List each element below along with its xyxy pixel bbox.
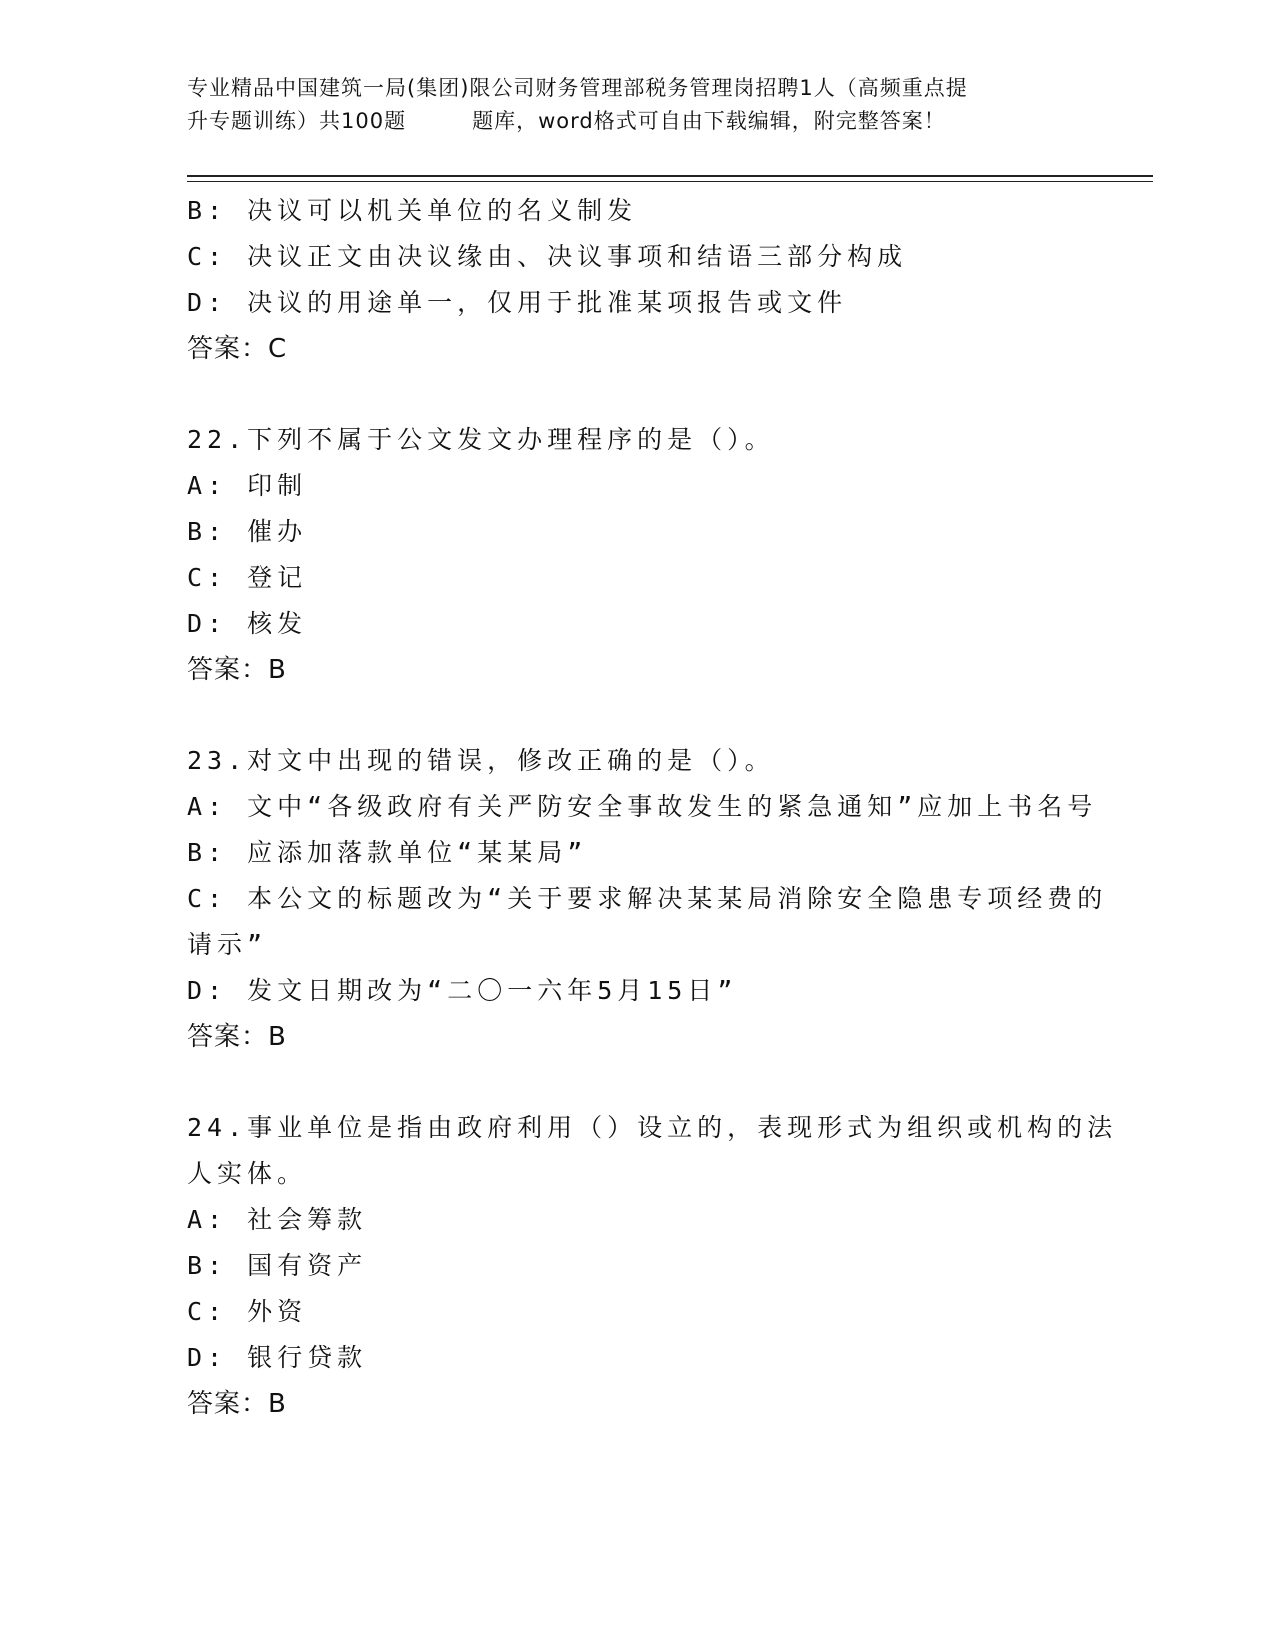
question-21-continuation (187, 188, 1087, 372)
header-line-2-left: 升专题训练）共100题 (187, 109, 407, 133)
question-stem: 24.事业单位是指由政府利用（）设立的，表现形式为组织或机构的法 (187, 1113, 1118, 1142)
option-b: B: 应添加落款单位“某某局” (187, 838, 588, 867)
header-line-2 (187, 105, 1087, 138)
answer: 答案：B (187, 655, 287, 685)
option-c: C: 登记 (187, 563, 308, 592)
header-divider-thin (187, 181, 1153, 182)
option-d: D: 核发 (187, 609, 308, 638)
question-23 (187, 738, 1108, 1060)
question-stem: 23.对文中出现的错误，修改正确的是（）。 (187, 746, 775, 775)
header-line-1: 专业精品中国建筑一局(集团)限公司财务管理部税务管理岗招聘1人（高频重点提 (187, 76, 968, 100)
option-c-continued: 请示” (187, 930, 268, 959)
option-b: B: 决议可以机关单位的名义制发 (187, 196, 638, 225)
option-a: A: 社会筹款 (187, 1205, 368, 1234)
option-b: B: 国有资产 (187, 1251, 368, 1280)
option-d: D: 发文日期改为“二〇一六年5月15日” (187, 976, 738, 1005)
option-a: A: 印制 (187, 471, 308, 500)
option-a: A: 文中“各级政府有关严防安全事故发生的紧急通知”应加上书名号 (187, 792, 1098, 821)
option-c: C: 外资 (187, 1297, 308, 1326)
option-b: B: 催办 (187, 517, 308, 546)
header-line-2-right: 题库，word格式可自由下载编辑，附完整答案！ (472, 109, 946, 133)
option-c: C: 本公文的标题改为“关于要求解决某某局消除安全隐患专项经费的 (187, 884, 1108, 913)
answer: 答案：C (187, 334, 288, 364)
option-d: D: 决议的用途单一，仅用于批准某项报告或文件 (187, 288, 848, 317)
question-stem-continued: 人实体。 (187, 1159, 308, 1188)
question-24 (187, 1105, 1118, 1427)
question-22 (187, 417, 1087, 693)
page-header (187, 72, 1087, 138)
question-stem: 22.下列不属于公文发文办理程序的是（）。 (187, 425, 775, 454)
answer: 答案：B (187, 1022, 287, 1052)
option-d: D: 银行贷款 (187, 1343, 368, 1372)
header-divider-thick (187, 175, 1153, 177)
option-c: C: 决议正文由决议缘由、决议事项和结语三部分构成 (187, 242, 908, 271)
answer: 答案：B (187, 1389, 287, 1419)
document-body (187, 188, 1118, 1427)
